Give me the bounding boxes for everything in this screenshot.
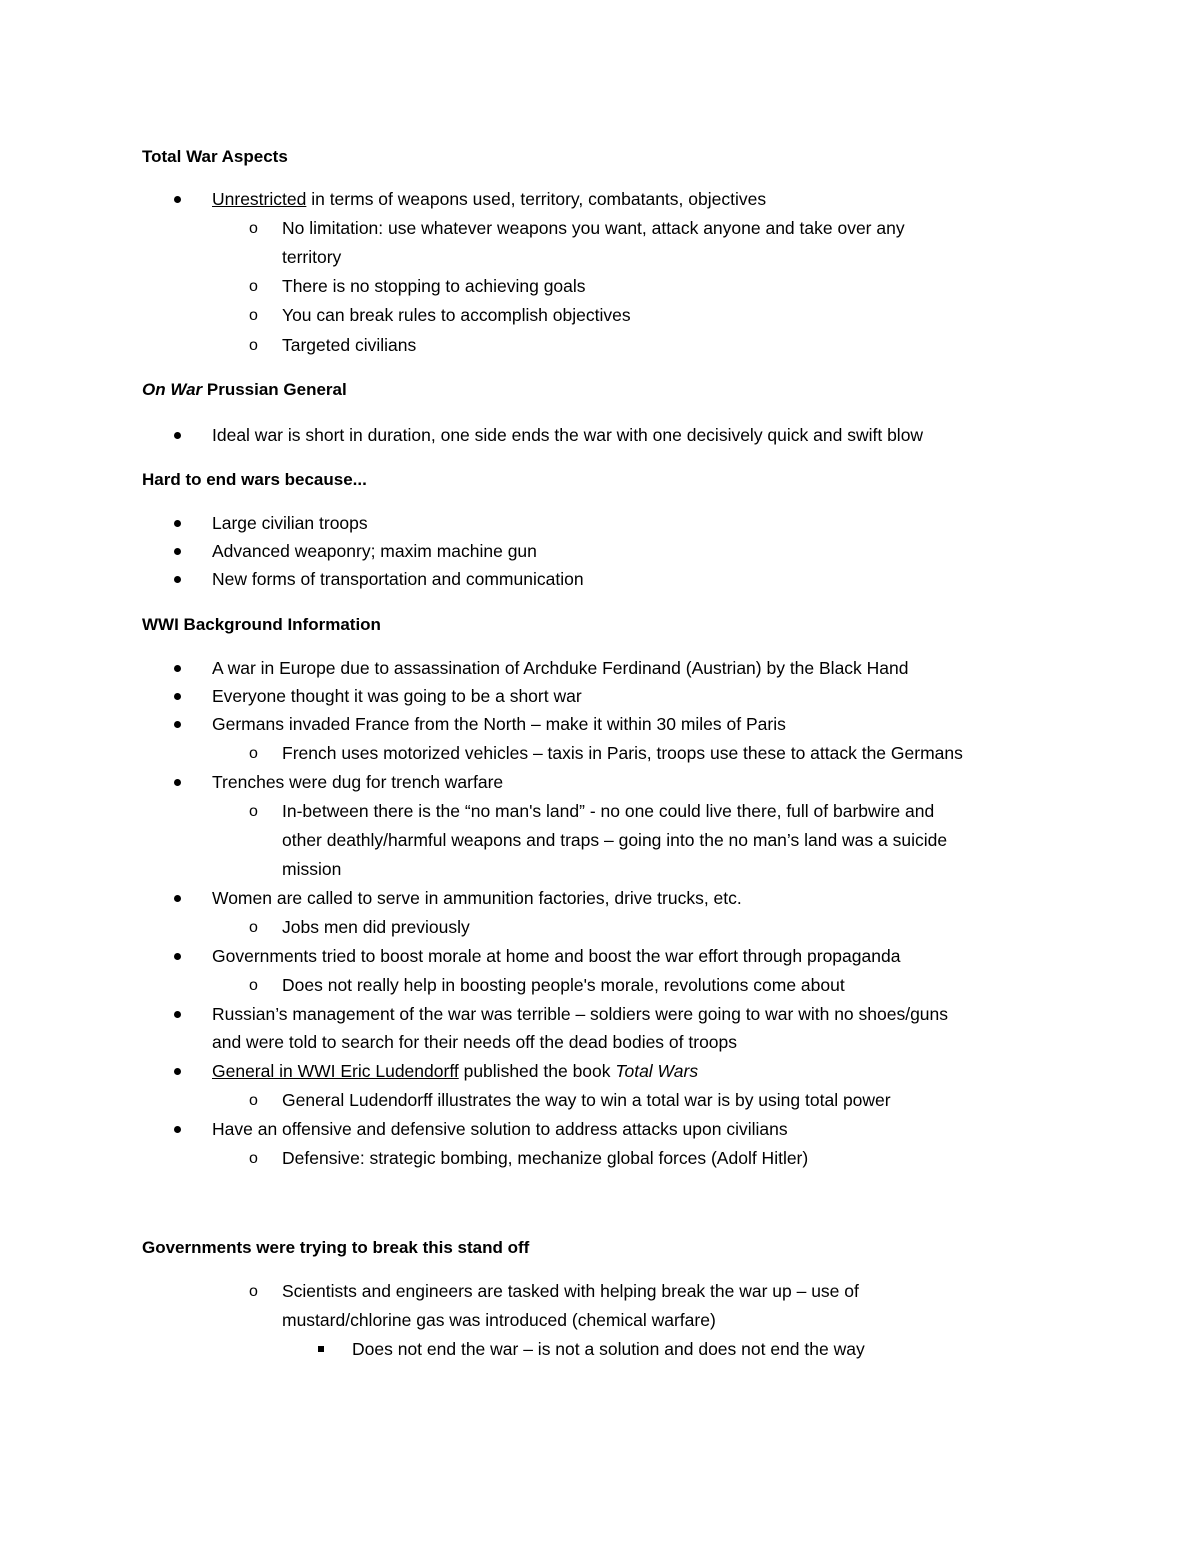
heading-total-war-aspects: Total War Aspects [142, 147, 288, 166]
bullet-icon [174, 1057, 181, 1075]
sub-list-item: In-between there is the “no man's land” - no one could live there, full of barbwire and [282, 801, 935, 821]
book-title: Total Wars [615, 1061, 699, 1081]
sub-bullet-marker: o [249, 278, 258, 295]
bullet-icon [174, 884, 181, 902]
bullet-icon [174, 509, 181, 527]
list-item: Germans invaded France from the North – make it within 30 miles of Paris [212, 714, 786, 734]
heading-break-stand-off: Governments were trying to break this stand off [142, 1238, 530, 1257]
sub-list-item: Scientists and engineers are tasked with helping break the war up – use of [282, 1281, 859, 1301]
list-item: Everyone thought it was going to be a short war [212, 686, 582, 706]
sub-list-item-continued: mustard/chlorine gas was introduced (chemical warfare) [282, 1310, 716, 1330]
bullet-icon [174, 565, 181, 583]
sub-bullet-marker: o [249, 220, 258, 237]
sub-sub-list-item: Does not end the war – is not a solution and does not end the way [352, 1339, 865, 1359]
sub-bullet-marker: o [249, 307, 258, 324]
sub-list-item-continued: mission [282, 859, 342, 879]
sub-bullet-marker: o [249, 1150, 258, 1167]
sub-list-item: There is no stopping to achieving goals [282, 276, 586, 296]
book-title: On War [142, 380, 203, 399]
underlined-term: Unrestricted [212, 189, 307, 209]
bullet-icon [174, 768, 181, 786]
list-item: Ideal war is short in duration, one side ends the war with one decisively quick and swift blow [212, 425, 924, 445]
underlined-term: General in WWI Eric Ludendorff [212, 1061, 459, 1081]
sub-list-item: Jobs men did previously [282, 917, 470, 937]
sub-list-item: Does not really help in boosting people's morale, revolutions come about [282, 975, 845, 995]
bullet-icon [174, 942, 181, 960]
list-item: Advanced weaponry; maxim machine gun [212, 541, 537, 561]
sub-list-item-continued: territory [282, 247, 342, 267]
sub-list-item: You can break rules to accomplish objectives [282, 305, 631, 325]
sub-list-item: Defensive: strategic bombing, mechanize global forces (Adolf Hitler) [282, 1148, 809, 1168]
square-bullet-icon [318, 1335, 324, 1352]
bullet-icon [174, 710, 181, 728]
bullet-icon [174, 421, 181, 439]
list-item [212, 185, 766, 214]
bullet-icon [174, 537, 181, 555]
sub-bullet-marker: o [249, 1283, 258, 1300]
sub-list-item: French uses motorized vehicles – taxis in Paris, troops use these to attack the Germans [282, 743, 963, 763]
sub-list-item-continued: other deathly/harmful weapons and traps – going into the no man’s land was a suicide [282, 830, 948, 850]
bullet-icon [174, 185, 181, 203]
sub-bullet-marker: o [249, 337, 258, 354]
list-item [212, 1057, 698, 1086]
list-item: Trenches were dug for trench warfare [212, 772, 504, 792]
list-item-text: published the book [458, 1061, 616, 1081]
sub-list-item: General Ludendorff illustrates the way to win a total war is by using total power [282, 1090, 891, 1110]
bullet-icon [174, 682, 181, 700]
sub-list-item: No limitation: use whatever weapons you want, attack anyone and take over any [282, 218, 905, 238]
list-item: Large civilian troops [212, 513, 368, 533]
sub-bullet-marker: o [249, 1092, 258, 1109]
sub-bullet-marker: o [249, 803, 258, 820]
sub-bullet-marker: o [249, 745, 258, 762]
heading-hard-to-end-wars: Hard to end wars because... [142, 470, 367, 489]
bullet-icon [174, 654, 181, 672]
list-item: Have an offensive and defensive solution to address attacks upon civilians [212, 1119, 788, 1139]
list-item-continued: and were told to search for their needs off the dead bodies of troops [212, 1032, 738, 1052]
sub-bullet-marker: o [249, 977, 258, 994]
list-item: A war in Europe due to assassination of Archduke Ferdinand (Austrian) by the Black Hand [212, 658, 909, 678]
list-item: Russian’s management of the war was terrible – soldiers were going to war with no shoes/guns [212, 1004, 949, 1024]
heading-text: Prussian General [202, 380, 347, 399]
bullet-icon [174, 1115, 181, 1133]
heading-on-war [142, 380, 347, 400]
list-item: New forms of transportation and communication [212, 569, 584, 589]
list-item: Governments tried to boost morale at home and boost the war effort through propaganda [212, 946, 901, 966]
list-item: Women are called to serve in ammunition factories, drive trucks, etc. [212, 888, 742, 908]
heading-wwi-background: WWI Background Information [142, 615, 381, 634]
bullet-icon [174, 1000, 181, 1018]
sub-bullet-marker: o [249, 919, 258, 936]
sub-list-item: Targeted civilians [282, 335, 417, 355]
list-item-text: in terms of weapons used, territory, combatants, objectives [306, 189, 767, 209]
